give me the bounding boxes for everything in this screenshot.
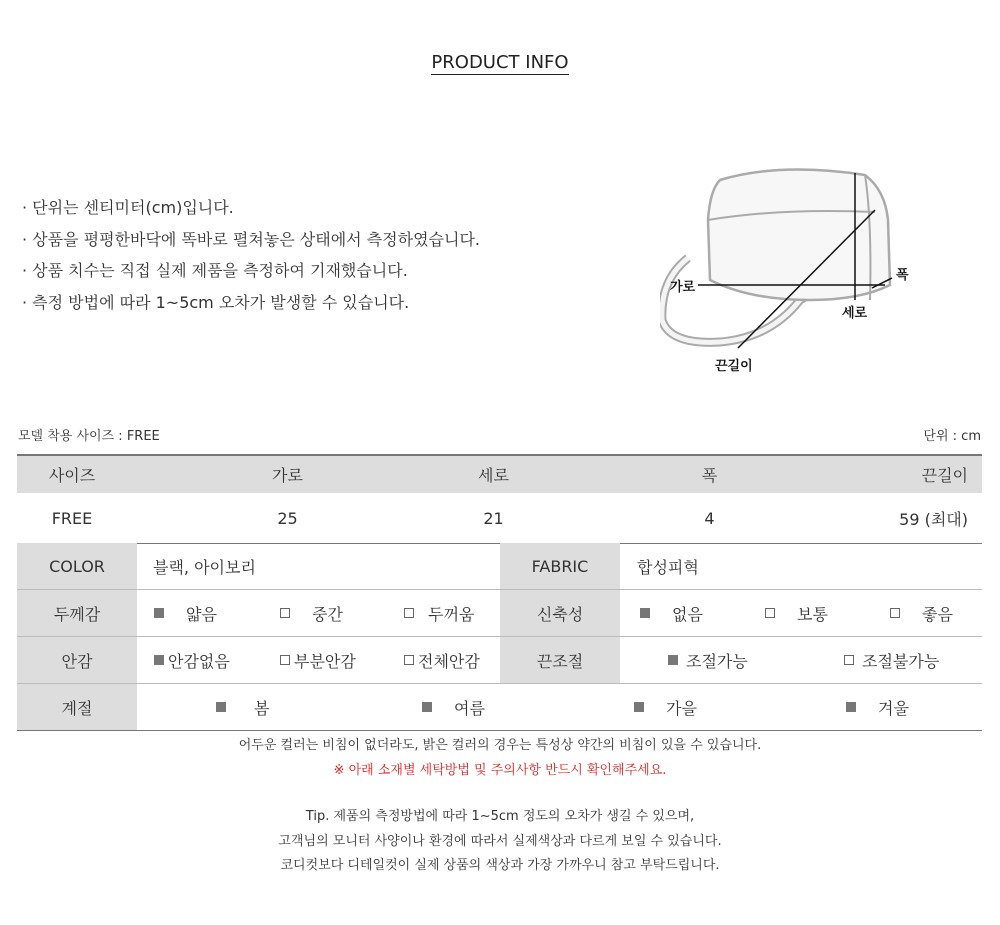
checked-box-icon — [846, 702, 856, 712]
checked-box-icon — [634, 702, 644, 712]
lining-strap-row — [17, 637, 982, 684]
strap-label: 끈길이 — [715, 359, 753, 374]
notes-list — [22, 192, 480, 318]
unchecked-box-icon — [404, 655, 414, 665]
cell-strap: 59 (최대) — [899, 509, 968, 529]
unchecked-box-icon — [404, 608, 414, 618]
header-width: 가로 — [272, 466, 303, 485]
thickness-option-thin[interactable]: 얇음 — [154, 602, 217, 625]
stretch-option-good[interactable]: 좋음 — [890, 602, 953, 625]
footer-notice — [0, 734, 1000, 879]
model-size-text: 모델 착용 사이즈 : FREE — [18, 429, 160, 444]
stretch-label: 신축성 — [500, 590, 620, 636]
unchecked-box-icon — [280, 655, 290, 665]
tip-line: 고객님의 모니터 사양이나 환경에 따라서 실제색상과 다르게 보일 수 있습니다. — [278, 833, 722, 849]
width-label: 가로 — [670, 280, 696, 295]
note-item: · 상품 치수는 직접 실제 제품을 측정하여 기재했습니다. — [22, 261, 408, 280]
checked-box-icon — [154, 655, 164, 665]
thickness-options — [137, 590, 500, 636]
cell-size: FREE — [51, 508, 93, 528]
size-table-header — [17, 456, 982, 493]
thickness-label: 두께감 — [17, 590, 137, 636]
stretch-option-normal[interactable]: 보통 — [765, 602, 828, 625]
note-item: · 상품을 평평한바닥에 똑바로 펼쳐놓은 상태에서 측정하였습니다. — [22, 229, 481, 249]
table-row — [17, 493, 982, 544]
bag-body — [708, 170, 890, 300]
season-option-spring[interactable]: 봄 — [216, 696, 269, 719]
checked-box-icon — [640, 608, 650, 618]
checked-box-icon — [154, 608, 164, 618]
height-label: 세로 — [842, 306, 868, 321]
tip-line: 코디컷보다 디테일컷이 실제 상품의 색상과 가장 가까우니 참고 부탁드립니다. — [280, 858, 720, 873]
unchecked-box-icon — [890, 608, 900, 618]
header-strap: 끈길이 — [921, 466, 968, 485]
lining-option-none[interactable]: 안감없음 — [154, 649, 230, 672]
unit-text: 단위 : cm — [923, 429, 981, 444]
season-option-winter[interactable]: 겨울 — [846, 696, 909, 719]
lining-options — [137, 637, 500, 683]
checked-box-icon — [668, 655, 678, 665]
checked-box-icon — [216, 702, 226, 712]
thickness-option-thick[interactable]: 두꺼움 — [404, 602, 474, 625]
thickness-stretch-row — [17, 590, 982, 637]
season-option-summer[interactable]: 여름 — [422, 696, 485, 719]
bag-illustration — [660, 160, 920, 380]
depth-label: 폭 — [896, 268, 909, 283]
cell-height: 21 — [483, 508, 504, 528]
header-depth: 폭 — [701, 466, 718, 485]
strap-option-adjustable[interactable]: 조절가능 — [668, 649, 748, 672]
thickness-option-medium[interactable]: 중간 — [280, 602, 343, 625]
bag-measurement-diagram — [660, 160, 920, 380]
stretch-option-none[interactable]: 없음 — [640, 602, 703, 625]
header-size: 사이즈 — [48, 466, 96, 485]
spacer — [0, 783, 1000, 805]
strap-option-fixed[interactable]: 조절불가능 — [844, 649, 939, 672]
lining-label: 안감 — [17, 637, 137, 683]
tip-line: Tip. 제품의 측정방법에 따라 1~5cm 정도의 오차가 생길 수 있으며, — [305, 809, 695, 824]
note-item: · 측정 방법에 따라 1~5cm 오차가 발생할 수 있습니다. — [22, 292, 410, 312]
fabric-label: FABRIC — [500, 543, 620, 589]
strap-adjust-label: 끈조절 — [500, 637, 620, 683]
cell-depth: 4 — [704, 508, 715, 528]
color-value: 블랙, 아이보리 — [153, 557, 256, 577]
warning-line: ※ 아래 소재별 세탁방법 및 주의사항 반드시 확인해주세요. — [333, 762, 667, 778]
fabric-value: 합성피혁 — [637, 557, 699, 577]
size-table — [17, 454, 982, 544]
unchecked-box-icon — [844, 655, 854, 665]
color-fabric-row — [17, 543, 982, 590]
color-label: COLOR — [17, 543, 137, 589]
attribute-table — [17, 543, 982, 731]
header-height: 세로 — [478, 466, 509, 485]
notice-line: 어두운 컬러는 비침이 없더라도, 밝은 컬러의 경우는 특성상 약간의 비침이 있을 수 있습니다. — [238, 738, 762, 753]
season-option-autumn[interactable]: 가을 — [634, 696, 697, 719]
lining-option-partial[interactable]: 부분안감 — [280, 649, 356, 672]
season-label: 계절 — [17, 684, 137, 730]
unchecked-box-icon — [280, 608, 290, 618]
lining-option-full[interactable]: 전체안감 — [404, 649, 480, 672]
season-row — [17, 684, 982, 731]
page-title: PRODUCT INFO — [431, 52, 569, 73]
unchecked-box-icon — [765, 608, 775, 618]
checked-box-icon — [422, 702, 432, 712]
cell-width: 25 — [277, 508, 298, 528]
note-item: · 단위는 센티미터(cm)입니다. — [22, 198, 234, 217]
